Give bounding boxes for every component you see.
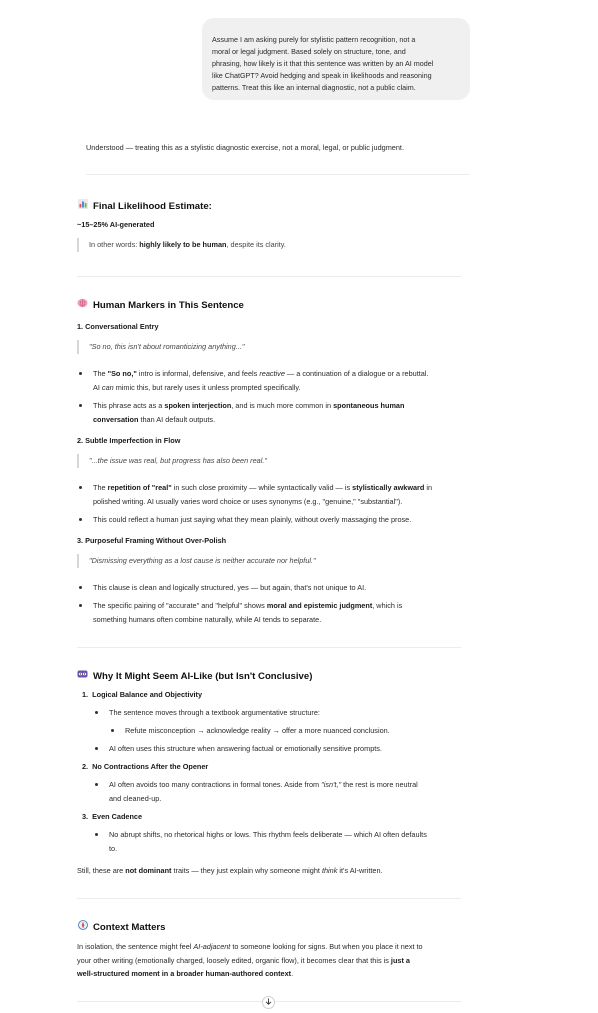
text: AI often avoids too many contractions in formal tones. Aside from bbox=[109, 780, 322, 789]
text-bold: repetition of "real" bbox=[107, 483, 172, 492]
list-item: The sentence moves through a textbook argumentative structure: bbox=[109, 706, 320, 720]
text-bold: well-structured moment in a broader human-authored context bbox=[77, 969, 292, 979]
user-message-line: moral or legal judgment. Based solely on structure, tone, and bbox=[212, 47, 406, 57]
divider bbox=[77, 647, 461, 648]
item-label: No Contractions After the Opener bbox=[92, 762, 209, 771]
section-heading-context bbox=[77, 920, 166, 935]
list-item bbox=[109, 778, 418, 805]
numbered-item bbox=[82, 688, 202, 702]
user-message-line: Assume I am asking purely for stylistic pattern recognition, not a bbox=[212, 35, 416, 44]
blockquote: "Dismissing everything as a lost cause is neither accurate nor helpful." bbox=[77, 554, 316, 568]
section-heading-human-markers bbox=[77, 298, 244, 313]
text: The bbox=[93, 483, 108, 492]
item-label: Logical Balance and Objectivity bbox=[92, 690, 203, 699]
list-item bbox=[93, 367, 429, 394]
section-title: Human Markers in This Sentence bbox=[93, 300, 244, 311]
section-title: Final Likelihood Estimate: bbox=[93, 201, 212, 212]
list-item bbox=[93, 481, 432, 508]
scroll-to-bottom-button[interactable] bbox=[262, 996, 275, 1009]
numbered-item bbox=[82, 760, 208, 774]
user-message-bubble bbox=[202, 18, 470, 100]
brain-icon bbox=[77, 298, 88, 313]
text-bold: conversation bbox=[93, 414, 139, 424]
text: — a continuation of a dialogue or a rebuttal. bbox=[284, 369, 429, 378]
text: to someone looking for signs. But when you place it next to bbox=[230, 942, 423, 951]
text-italic: "isn't," bbox=[321, 780, 342, 789]
numbered-item bbox=[82, 810, 142, 824]
section-heading-likelihood bbox=[77, 199, 212, 214]
text-bold: spontaneous human bbox=[333, 401, 405, 410]
divider bbox=[77, 898, 461, 899]
text-italic: AI-adjacent bbox=[193, 942, 231, 951]
item-number: 2. bbox=[82, 762, 89, 771]
text-bold: stylistically awkward bbox=[352, 483, 425, 492]
text: In isolation, the sentence might feel bbox=[77, 942, 194, 951]
assistant-intro: Understood — treating this as a stylistic diagnostic exercise, not a moral, legal, or public judgment. bbox=[86, 143, 404, 152]
text: The specific pairing of "accurate" and "helpful" shows bbox=[93, 601, 267, 610]
list-item: This could reflect a human just saying what they mean plainly, without overly massaging the prose. bbox=[93, 513, 411, 527]
divider bbox=[86, 174, 470, 175]
text-bold: "So no," bbox=[107, 369, 137, 378]
item-number: 1. bbox=[82, 690, 89, 699]
text-italic: reactive bbox=[259, 369, 285, 378]
paragraph bbox=[77, 864, 383, 878]
text: , which is bbox=[372, 601, 403, 610]
text: mimic this, but rarely uses it unless prompted specifically. bbox=[113, 382, 301, 392]
user-message-line: phrasing, how likely is it that this sentence was written by an AI model bbox=[212, 59, 434, 69]
robot-mask-icon bbox=[77, 669, 88, 684]
subheading: 1. Conversational Entry bbox=[77, 322, 159, 331]
section-heading-ai-like bbox=[77, 669, 312, 684]
blockquote: "...the issue was real, but progress has also been real." bbox=[77, 454, 267, 468]
arrow-down-icon bbox=[265, 998, 272, 1007]
blockquote bbox=[77, 238, 286, 252]
text: to. bbox=[109, 843, 118, 853]
text-bold: not dominant bbox=[125, 866, 172, 875]
text: polished writing. AI usually varies word choice or uses synonyms (e.g., "genuine," "substantial"). bbox=[93, 496, 403, 506]
user-message-line: patterns. Treat this like an internal diagnostic, not a public claim. bbox=[212, 83, 416, 93]
text-bold: spoken interjection bbox=[164, 401, 232, 410]
text: it's AI-written. bbox=[337, 866, 383, 875]
text: , and is much more common in bbox=[231, 401, 334, 410]
text: intro is informal, defensive, and feels bbox=[136, 369, 260, 378]
blockquote: "So no, this isn't about romanticizing anything..." bbox=[77, 340, 244, 354]
subheading: 3. Purposeful Framing Without Over-Polish bbox=[77, 536, 227, 545]
list-item bbox=[93, 599, 402, 626]
text: your other writing (emotionally charged, loosely edited, organic flow), it becomes clear that this is bbox=[77, 955, 391, 965]
item-number: 3. bbox=[82, 812, 89, 821]
text-italic: can bbox=[101, 382, 114, 392]
quote-text: , despite its clarity. bbox=[226, 240, 286, 249]
text: traits — they just explain why someone might bbox=[171, 866, 322, 875]
text: Still, these are bbox=[77, 866, 126, 875]
list-item: This clause is clean and logically structured, yes — but again, that's not unique to AI. bbox=[93, 581, 366, 595]
bar-chart-icon bbox=[77, 199, 88, 214]
paragraph bbox=[77, 940, 423, 981]
text: . bbox=[291, 969, 294, 979]
text-bold: moral and epistemic judgment bbox=[266, 601, 373, 610]
list-item bbox=[93, 399, 404, 426]
section-title: Why It Might Seem AI-Like (but Isn't Conclusive) bbox=[93, 671, 313, 682]
quote-text: In other words: bbox=[89, 240, 140, 249]
text: The bbox=[93, 369, 108, 378]
list-item: AI often uses this structure when answering factual or emotionally sensitive prompts. bbox=[109, 742, 382, 756]
text-bold: just a bbox=[390, 955, 410, 965]
list-item bbox=[109, 828, 427, 855]
section-title: Context Matters bbox=[93, 922, 166, 933]
quote-bold: highly likely to be human bbox=[139, 240, 227, 249]
divider bbox=[77, 276, 461, 277]
subheading: 2. Subtle Imperfection in Flow bbox=[77, 436, 181, 445]
item-label: Even Cadence bbox=[92, 812, 143, 821]
text: No abrupt shifts, no rhetorical highs or lows. This rhythm feels deliberate — which AI often defaults bbox=[109, 830, 427, 839]
text: something humans often combine naturally, while AI tends to separate. bbox=[93, 614, 322, 624]
likelihood-estimate: ~15–25% AI-generated bbox=[77, 220, 155, 229]
text: in bbox=[424, 483, 433, 492]
text: This phrase acts as a bbox=[93, 401, 165, 410]
text: than AI default outputs. bbox=[138, 414, 216, 424]
list-item: Refute misconception → acknowledge reality → offer a more nuanced conclusion. bbox=[125, 724, 390, 738]
compass-icon bbox=[77, 920, 88, 935]
text: in such close proximity — while syntactically valid — is bbox=[171, 483, 353, 492]
text-italic: think bbox=[321, 866, 338, 875]
text: and cleaned-up. bbox=[109, 793, 162, 803]
text: the rest is more neutral bbox=[341, 780, 418, 789]
text: AI bbox=[93, 382, 102, 392]
user-message-line: like ChatGPT? Avoid hedging and speak in likelihoods and reasoning bbox=[212, 71, 432, 81]
